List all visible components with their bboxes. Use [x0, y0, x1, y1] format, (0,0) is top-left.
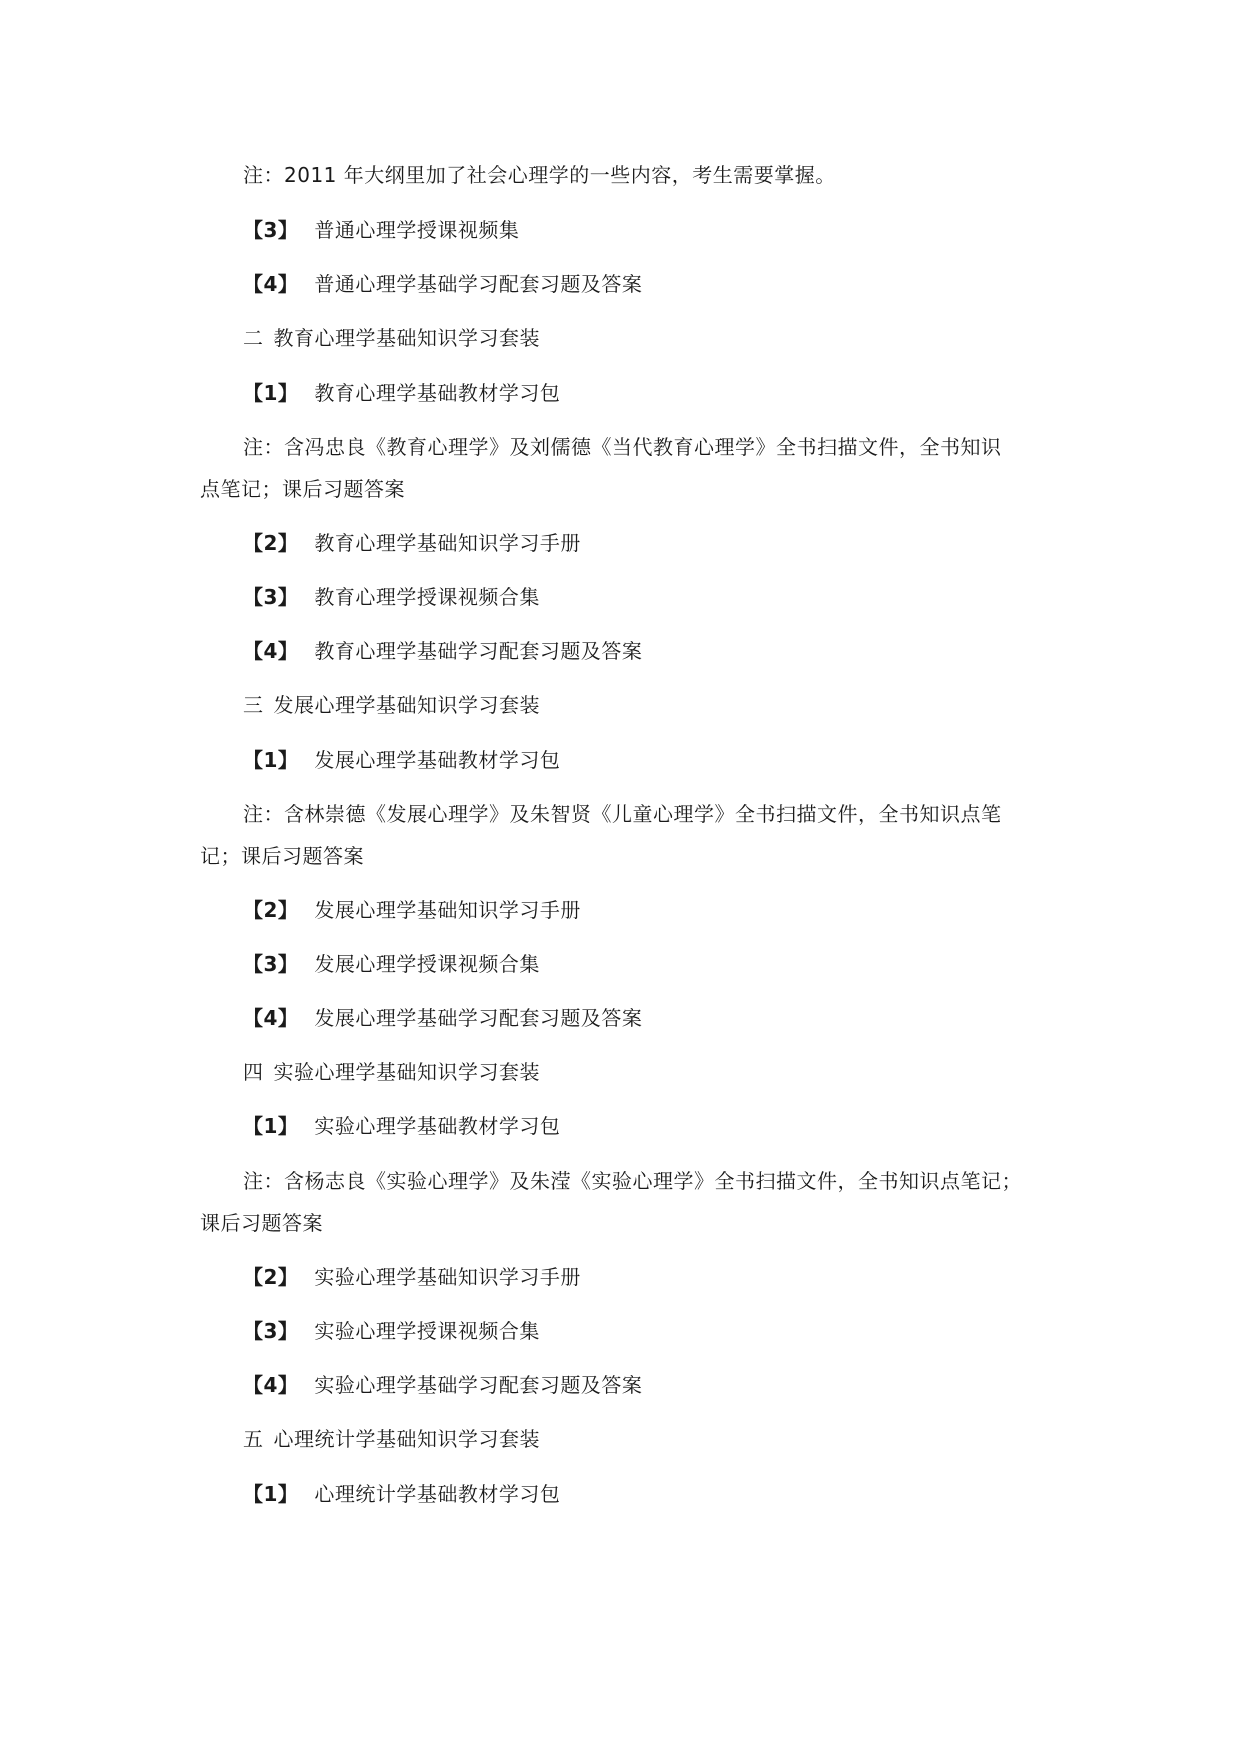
note-text: 注：含林崇德《发展心理学》及朱智贤《儿童心理学》全书扫描文件，全书知识点笔: [243, 802, 1002, 826]
list-item: [243, 530, 581, 556]
item-text: 发展心理学基础教材学习包: [314, 748, 561, 772]
item-number: 【4】: [243, 1373, 299, 1397]
list-item: [243, 584, 540, 610]
section-heading: [243, 692, 540, 718]
section-number: 四: [243, 1060, 264, 1084]
section-title: 心理统计学基础知识学习套装: [273, 1427, 540, 1451]
list-item: [243, 638, 642, 664]
section-number: 五: [243, 1427, 264, 1451]
item-text: 发展心理学基础学习配套习题及答案: [314, 1006, 643, 1030]
list-item: [243, 1372, 642, 1398]
list-item: [243, 1318, 540, 1344]
section-heading: [243, 1059, 540, 1085]
item-number: 【2】: [243, 1265, 299, 1289]
note-line: [243, 434, 1002, 460]
section-heading: [243, 325, 540, 351]
note-line: [243, 162, 836, 188]
list-item: [243, 1005, 642, 1031]
item-number: 【1】: [243, 381, 299, 405]
list-item: [243, 217, 519, 243]
list-item: [243, 1264, 581, 1290]
section-title: 发展心理学基础知识学习套装: [273, 693, 540, 717]
section-number: 三: [243, 693, 264, 717]
note-text: 点笔记；课后习题答案: [200, 477, 405, 501]
list-item: [243, 271, 642, 297]
note-continuation: [200, 1210, 323, 1236]
item-text: 实验心理学基础学习配套习题及答案: [314, 1373, 643, 1397]
item-text: 发展心理学授课视频合集: [314, 952, 540, 976]
note-text: 记；课后习题答案: [200, 844, 364, 868]
item-text: 教育心理学基础知识学习手册: [314, 531, 581, 555]
list-item: [243, 1113, 560, 1139]
item-text: 实验心理学授课视频合集: [314, 1319, 540, 1343]
item-text: 教育心理学授课视频合集: [314, 585, 540, 609]
item-text: 发展心理学基础知识学习手册: [314, 898, 581, 922]
item-number: 【2】: [243, 898, 299, 922]
item-number: 【4】: [243, 1006, 299, 1030]
item-text: 实验心理学基础知识学习手册: [314, 1265, 581, 1289]
item-text: 实验心理学基础教材学习包: [314, 1114, 561, 1138]
item-text: 教育心理学基础学习配套习题及答案: [314, 639, 643, 663]
item-number: 【3】: [243, 218, 299, 242]
list-item: [243, 1481, 560, 1507]
item-number: 【1】: [243, 748, 299, 772]
item-number: 【3】: [243, 952, 299, 976]
section-number: 二: [243, 326, 264, 350]
item-number: 【1】: [243, 1482, 299, 1506]
note-text: 课后习题答案: [200, 1211, 323, 1235]
note-text: 注：含冯忠良《教育心理学》及刘儒德《当代教育心理学》全书扫描文件，全书知识: [243, 435, 1002, 459]
note-line: [243, 1168, 1022, 1194]
section-title: 教育心理学基础知识学习套装: [273, 326, 540, 350]
item-number: 【4】: [243, 272, 299, 296]
note-line: [243, 801, 1002, 827]
section-heading: [243, 1426, 540, 1452]
item-number: 【1】: [243, 1114, 299, 1138]
item-number: 【4】: [243, 639, 299, 663]
note-continuation: [200, 476, 405, 502]
item-number: 【3】: [243, 1319, 299, 1343]
section-title: 实验心理学基础知识学习套装: [273, 1060, 540, 1084]
item-text: 普通心理学授课视频集: [314, 218, 520, 242]
item-text: 心理统计学基础教材学习包: [314, 1482, 561, 1506]
note-text: 注：含杨志良《实验心理学》及朱滢《实验心理学》全书扫描文件，全书知识点笔记；: [243, 1169, 1022, 1193]
note-text: 注：2011 年大纲里加了社会心理学的一些内容，考生需要掌握。: [243, 163, 836, 187]
item-number: 【3】: [243, 585, 299, 609]
list-item: [243, 380, 560, 406]
list-item: [243, 897, 581, 923]
item-text: 普通心理学基础学习配套习题及答案: [314, 272, 643, 296]
list-item: [243, 951, 540, 977]
item-text: 教育心理学基础教材学习包: [314, 381, 561, 405]
list-item: [243, 747, 560, 773]
note-continuation: [200, 843, 364, 869]
item-number: 【2】: [243, 531, 299, 555]
